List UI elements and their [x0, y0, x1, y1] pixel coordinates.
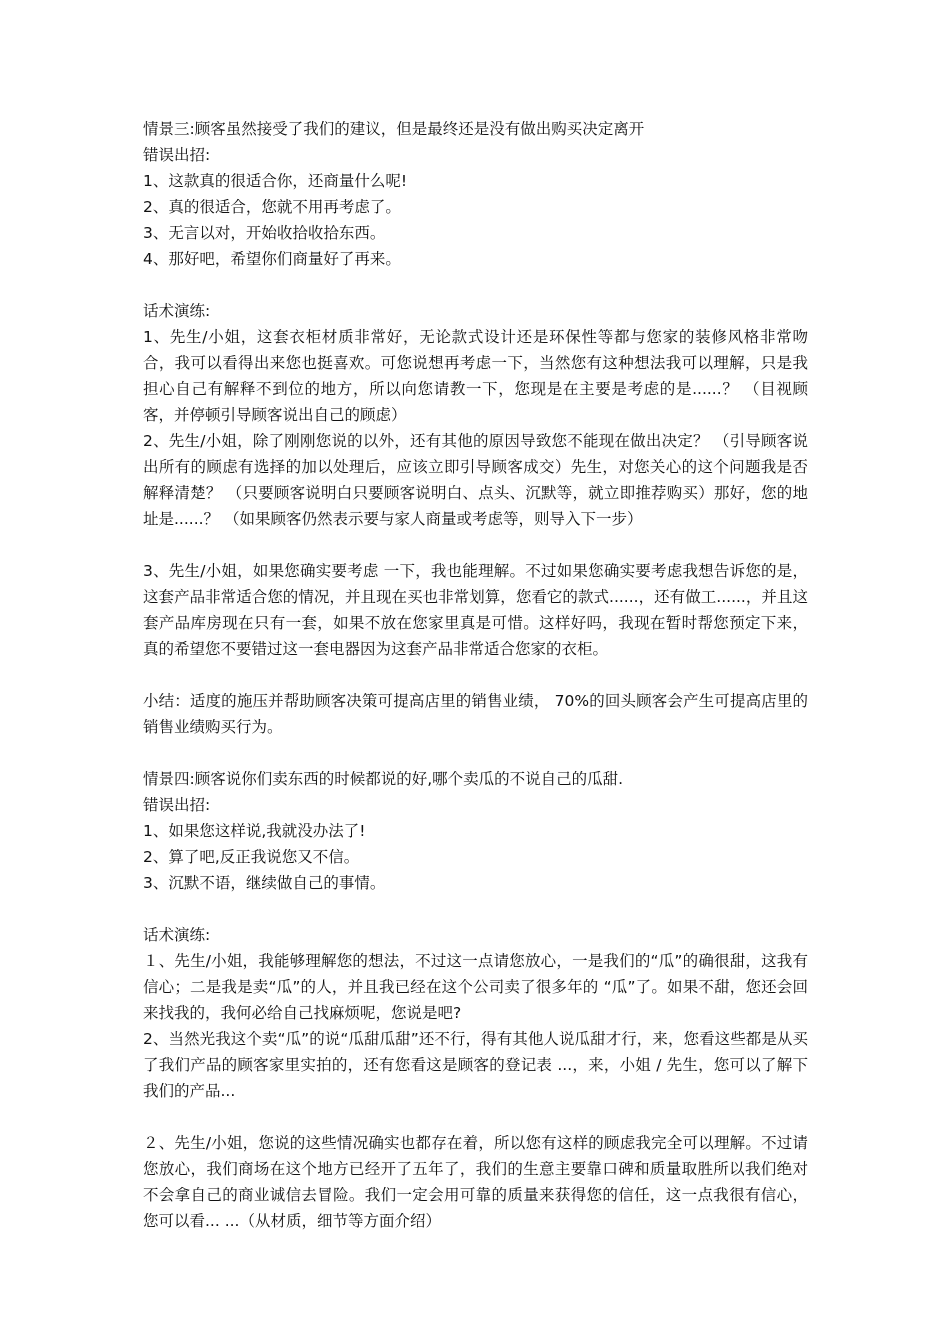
scene4-practice-heading: 话术演练:	[143, 926, 211, 944]
scene4-wrong-item: 3、沉默不语，继续做自己的事情。	[143, 874, 386, 892]
scene4-wrong-item: 1、如果您这样说,我就没办法了!	[143, 822, 366, 840]
document-page	[143, 116, 808, 1234]
scene3-practice-heading: 话术演练:	[143, 302, 211, 320]
scene3-practice-2: 2、先生/小姐，除了刚刚您说的以外，还有其他的原因导致您不能现在做出决定？ （引导顾客说出所有的顾虑有选择的加以处理后，应该立即引导顾客成交）先生，对您关心的这个问题我是否解释清楚？ （只要顾客说明白只要顾客说明白、点头、沉默等，就立即推荐购买）那好，您的地址是......？ （如果顾客仍然表示要与家人商量或考虑等，则导入下一步）	[143, 432, 808, 528]
scene3-practice-3: 3、先生/小姐，如果您确实要考虑 一下，我也能理解。不过如果您确实要考虑我想告诉您的是，这套产品非常适合您的情况，并且现在买也非常划算，您看它的款式......，还有做工......，并且这套产品库房现在只有一套，如果不放在您家里真是可惜。这样好吗，我现在暂时帮您预定下来，真的希望您不要错过这一套电器因为这套产品非常适合您家的衣柜。	[143, 562, 808, 658]
scene3-practice-1: 1、先生/小姐，这套衣柜材质非常好，无论款式设计还是环保性等都与您家的装修风格非常吻合，我可以看得出来您也挺喜欢。可您说想再考虑一下，当然您有这种想法我可以理解，只是我担心自己有解释不到位的地方，所以向您请教一下，您现是在主要是考虑的是......？ （目视顾客，并停顿引导顾客说出自己的顾虑）	[143, 328, 808, 424]
scene4-practice-2: 2、当然光我这个卖“瓜”的说“瓜甜瓜甜”还不行，得有其他人说瓜甜才行，来，您看这些都是从买了我们产品的顾客家里实拍的，还有您看这是顾客的登记表 ...，来，小姐 / 先生，您可以了解下我们的产品...	[143, 1030, 808, 1100]
scene3-wrong-heading: 错误出招:	[143, 146, 211, 164]
scene4-wrong-item: 2、算了吧,反正我说您又不信。	[143, 848, 360, 866]
scene3-wrong-item: 1、这款真的很适合你，还商量什么呢!	[143, 172, 408, 190]
scene4-title: 情景四:顾客说你们卖东西的时候都说的好,哪个卖瓜的不说自己的瓜甜.	[143, 770, 624, 788]
scene3-wrong-item: 4、那好吧，希望你们商量好了再来。	[143, 250, 401, 268]
scene4-practice-3: ２、先生/小姐，您说的这些情况确实也都存在着，所以您有这样的顾虑我完全可以理解。不过请您放心，我们商场在这个地方已经开了五年了，我们的生意主要靠口碑和质量取胜所以我们绝对不会拿自己的商业诚信去冒险。我们一定会用可靠的质量来获得您的信任，这一点我很有信心，您可以看... ...（从材质，细节等方面介绍）	[143, 1134, 808, 1230]
scene3-summary: 小结：适度的施压并帮助顾客决策可提高店里的销售业绩， 70%的回头顾客会产生可提高店里的销售业绩购买行为。	[143, 692, 808, 736]
scene4-wrong-heading: 错误出招:	[143, 796, 211, 814]
scene3-wrong-item: 2、真的很适合，您就不用再考虑了。	[143, 198, 401, 216]
scene4-practice-1: １、先生/小姐，我能够理解您的想法，不过这一点请您放心，一是我们的“瓜”的确很甜，这我有信心；二是我是卖“瓜”的人，并且我已经在这个公司卖了很多年的 “瓜”了。如果不甜，您还会回来找我的，我何必给自己找麻烦呢，您说是吧?	[143, 952, 808, 1022]
scene3-wrong-item: 3、无言以对，开始收拾收拾东西。	[143, 224, 386, 242]
scene3-title: 情景三:顾客虽然接受了我们的建议，但是最终还是没有做出购买决定离开	[143, 120, 645, 138]
